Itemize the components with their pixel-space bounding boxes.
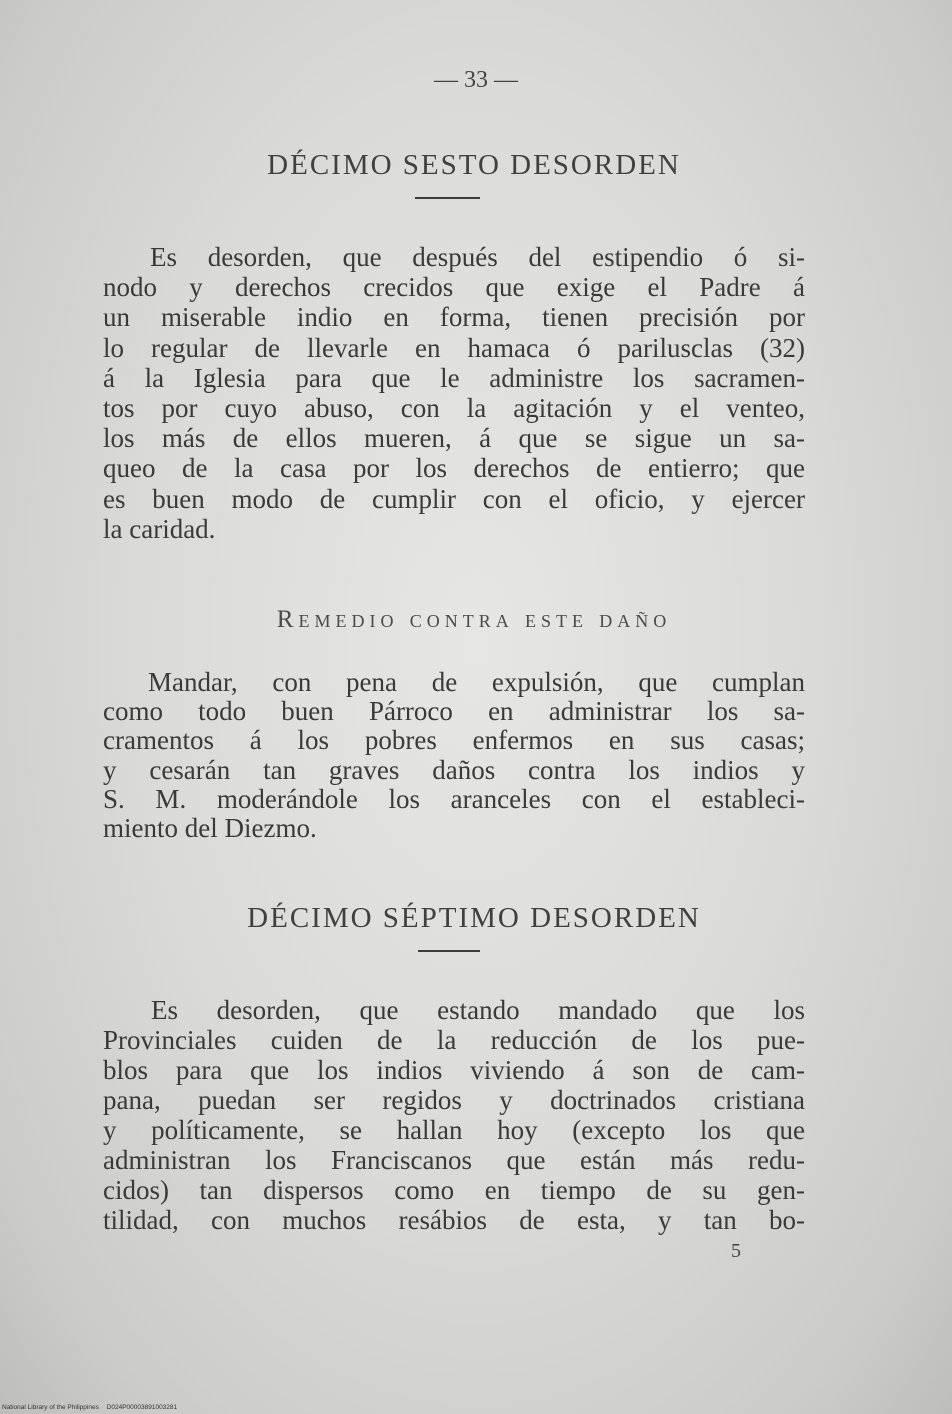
section-heading-decimo-sesto: DÉCIMO SESTO DESORDEN	[267, 149, 681, 181]
paragraph-line: es buen modo de cumplir con el oficio, y ejercer	[103, 483, 805, 514]
paragraph-line: Provinciales cuiden de la reducción de los pue-	[103, 1025, 805, 1055]
paragraph-line: un miserable indio en forma, tienen precisión por	[103, 302, 805, 333]
paragraph-line: nodo y derechos crecidos que exige el Padre á	[103, 272, 805, 303]
paragraph-line: administran los Franciscanos que están más redu-	[103, 1145, 805, 1175]
paragraph-line: S. M. moderándole los aranceles con el estableci-	[103, 783, 805, 814]
paragraph-remedio	[103, 668, 805, 843]
scan-footer	[2, 1404, 177, 1412]
paragraph-decimo-septimo	[103, 995, 805, 1235]
paragraph-line: Es desorden, que después del estipendio ó si-	[150, 242, 805, 272]
signature-mark: 5	[731, 1240, 741, 1262]
section-heading-remedio: Remedio contra este daño	[276, 606, 672, 633]
paragraph-line: Es desorden, que estando mandado que los	[151, 995, 805, 1025]
paragraph-line: miento del Diezmo.	[103, 813, 317, 844]
paragraph-line: Mandar, con pena de expulsión, que cumplan	[148, 667, 805, 697]
paragraph-line: á la Iglesia para que le administre los sacramen-	[103, 362, 805, 393]
paragraph-line: cramentos á los pobres enfermos en sus casas;	[103, 725, 805, 756]
paragraph-line: y cesarán tan graves daños contra los indios y	[103, 754, 805, 785]
paragraph-line: tilidad, con muchos resábios de esta, y tan bo-	[103, 1205, 805, 1235]
paragraph-line: como todo buen Párroco en administrar los sa-	[103, 696, 805, 727]
paragraph-line: cidos) tan dispersos como en tiempo de su gen-	[103, 1175, 805, 1205]
section-heading-decimo-septimo: DÉCIMO SÉPTIMO DESORDEN	[247, 902, 701, 934]
paragraph-line: y políticamente, se hallan hoy (excepto los que	[103, 1115, 805, 1145]
heading-rule	[418, 950, 480, 952]
paragraph-line: pana, puedan ser regidos y doctrinados cristiana	[103, 1085, 805, 1115]
footer-code: D024P00003891003281	[106, 1404, 178, 1411]
paragraph-line: la caridad.	[103, 513, 216, 544]
paragraph-line: tos por cuyo abuso, con la agitación y el venteo,	[103, 393, 805, 424]
page-number: — 33 —	[434, 67, 518, 93]
paragraph-line: queo de la casa por los derechos de entierro; que	[103, 453, 805, 484]
footer-library: National Library of the Philippines	[2, 1404, 99, 1411]
paragraph-line: los más de ellos mueren, á que se sigue un sa-	[103, 423, 805, 454]
heading-rule	[415, 197, 480, 199]
paragraph-decimo-sesto	[103, 242, 805, 544]
paragraph-line: lo regular de llevarle en hamaca ó parilusclas (32)	[103, 332, 805, 363]
paragraph-line: blos para que los indios viviendo á son de cam-	[103, 1055, 805, 1085]
